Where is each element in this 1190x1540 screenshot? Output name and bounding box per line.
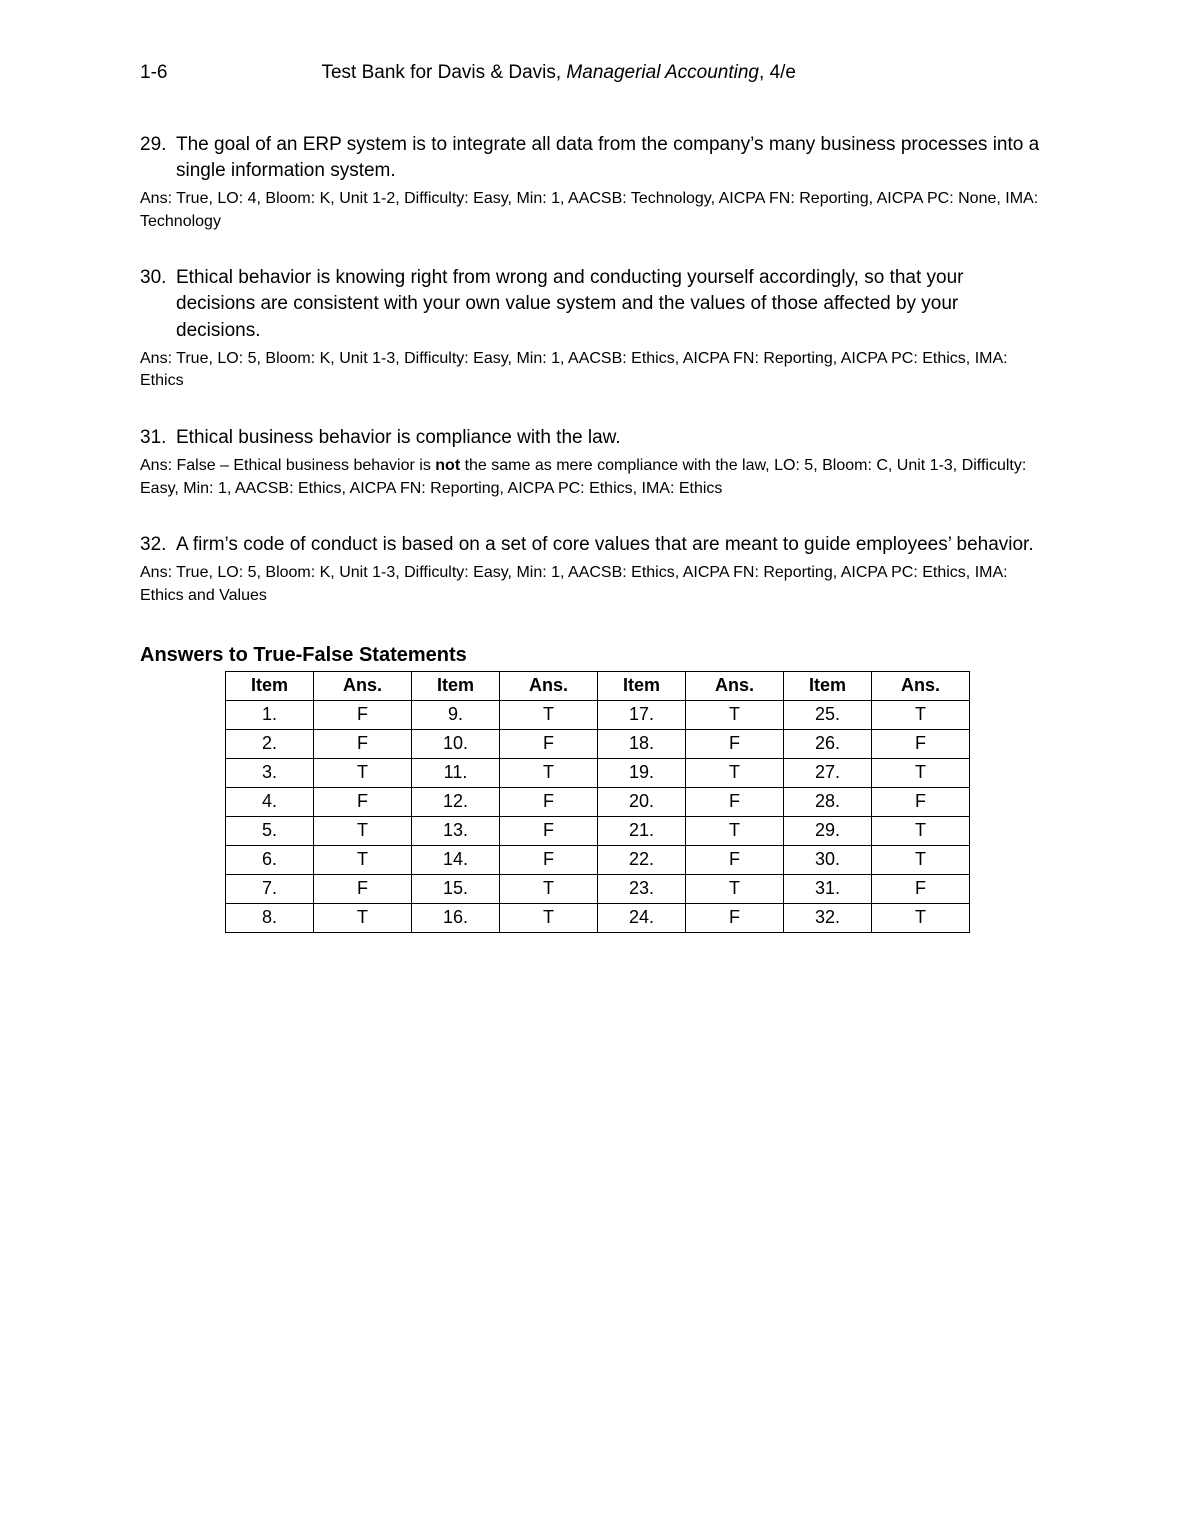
answer-cell: T — [500, 758, 598, 787]
question-number: 32. — [140, 534, 167, 556]
item-cell: 22. — [598, 845, 686, 874]
answer-cell: F — [872, 729, 970, 758]
ans-header-cell: Ans. — [314, 671, 412, 700]
table-row — [226, 787, 970, 816]
answer-cell: F — [500, 729, 598, 758]
item-cell: 7. — [226, 874, 314, 903]
question-statement — [140, 425, 1040, 451]
table-header-row — [226, 671, 970, 700]
page-header — [140, 62, 1040, 84]
ans-header-cell: Ans. — [500, 671, 598, 700]
answer-cell: T — [872, 700, 970, 729]
question-number: 31. — [140, 426, 167, 448]
item-header-cell: Item — [598, 671, 686, 700]
answers-table — [225, 671, 970, 933]
answer-line — [140, 562, 1040, 607]
table-row — [226, 700, 970, 729]
answer-cell: T — [314, 903, 412, 932]
item-cell: 31. — [784, 874, 872, 903]
answer-cell: F — [314, 700, 412, 729]
item-header-cell: Item — [226, 671, 314, 700]
answer-cell: T — [872, 845, 970, 874]
question-statement — [140, 532, 1040, 558]
answer-cell: T — [500, 874, 598, 903]
answer-cell: F — [500, 845, 598, 874]
item-cell: 14. — [412, 845, 500, 874]
answer-cell: T — [872, 816, 970, 845]
table-row — [226, 903, 970, 932]
ans-header-cell: Ans. — [686, 671, 784, 700]
question-text: A firm’s code of conduct is based on a set of core values that are meant to guide employees’ behavior. — [176, 534, 1034, 556]
answers-table-head — [226, 671, 970, 700]
answer-cell: T — [872, 758, 970, 787]
answer-cell: F — [314, 787, 412, 816]
answer-text: Ans: False – Ethical business behavior is — [140, 456, 436, 474]
question-number: 30. — [140, 267, 167, 289]
answer-cell: T — [500, 700, 598, 729]
item-cell: 2. — [226, 729, 314, 758]
item-cell: 13. — [412, 816, 500, 845]
item-cell: 19. — [598, 758, 686, 787]
question-statement — [140, 265, 1040, 343]
item-cell: 12. — [412, 787, 500, 816]
table-row — [226, 758, 970, 787]
item-cell: 9. — [412, 700, 500, 729]
question-29 — [140, 132, 1040, 233]
item-cell: 11. — [412, 758, 500, 787]
item-cell: 29. — [784, 816, 872, 845]
answer-cell: F — [314, 729, 412, 758]
answer-cell: F — [872, 787, 970, 816]
item-cell: 5. — [226, 816, 314, 845]
answer-cell: T — [686, 874, 784, 903]
answer-cell: T — [314, 845, 412, 874]
item-cell: 15. — [412, 874, 500, 903]
page-number: 1-6 — [140, 62, 168, 83]
item-cell: 27. — [784, 758, 872, 787]
answer-cell: F — [686, 845, 784, 874]
answer-text-bold: not — [435, 456, 461, 474]
table-row — [226, 874, 970, 903]
answer-line — [140, 188, 1040, 233]
answer-cell: T — [686, 700, 784, 729]
question-number: 29. — [140, 134, 167, 155]
question-32 — [140, 532, 1040, 607]
item-header-cell: Item — [784, 671, 872, 700]
question-text: Ethical business behavior is compliance with the law. — [176, 426, 621, 448]
ans-header-cell: Ans. — [872, 671, 970, 700]
title-prefix: Test Bank for Davis & Davis, — [321, 62, 567, 83]
answers-section-title: Answers to True-False Statements — [140, 643, 467, 666]
item-cell: 16. — [412, 903, 500, 932]
item-cell: 10. — [412, 729, 500, 758]
answer-cell: T — [686, 758, 784, 787]
item-cell: 24. — [598, 903, 686, 932]
answer-text: the same as mere compliance with the law, LO: 5, Bloom: C, Unit 1-3, Difficulty: Easy, Min: 1, AACSB: Ethics, AICPA FN: Reporting, AICPA PC: Ethics, IMA: Ethics — [140, 456, 1027, 497]
answer-text: Ans: True, LO: 5, Bloom: K, Unit 1-3, Difficulty: Easy, Min: 1, AACSB: Ethics, AICPA FN: Reporting, AICPA PC: Ethics, IMA: Ethics and Values — [140, 564, 1008, 605]
answer-cell: F — [500, 787, 598, 816]
question-31 — [140, 425, 1040, 500]
question-30 — [140, 265, 1040, 392]
item-cell: 32. — [784, 903, 872, 932]
answer-line — [140, 455, 1040, 500]
item-cell: 18. — [598, 729, 686, 758]
question-text: The goal of an ERP system is to integrate all data from the company’s many business processes into a single information system. — [176, 134, 1040, 182]
answer-cell: F — [686, 903, 784, 932]
item-cell: 21. — [598, 816, 686, 845]
answer-cell: F — [686, 787, 784, 816]
item-cell: 30. — [784, 845, 872, 874]
title-suffix: , 4/e — [759, 62, 796, 83]
item-cell: 28. — [784, 787, 872, 816]
item-cell: 20. — [598, 787, 686, 816]
question-statement — [140, 132, 1040, 184]
item-cell: 26. — [784, 729, 872, 758]
item-cell: 8. — [226, 903, 314, 932]
item-cell: 3. — [226, 758, 314, 787]
item-cell: 25. — [784, 700, 872, 729]
answer-cell: F — [500, 816, 598, 845]
item-header-cell: Item — [412, 671, 500, 700]
answer-cell: F — [686, 729, 784, 758]
answer-cell: T — [314, 758, 412, 787]
table-row — [226, 816, 970, 845]
answer-text: Ans: True, LO: 4, Bloom: K, Unit 1-2, Difficulty: Easy, Min: 1, AACSB: Technology, AICPA FN: Reporting, AICPA PC: None, IMA: Technology — [140, 190, 1039, 230]
table-row — [226, 845, 970, 874]
item-cell: 4. — [226, 787, 314, 816]
table-row — [226, 729, 970, 758]
document-title — [167, 62, 1040, 84]
answer-cell: T — [314, 816, 412, 845]
title-italic: Managerial Accounting — [566, 62, 760, 83]
answer-line — [140, 348, 1040, 393]
item-cell: 23. — [598, 874, 686, 903]
answer-cell: F — [314, 874, 412, 903]
item-cell: 6. — [226, 845, 314, 874]
question-text: Ethical behavior is knowing right from wrong and conducting yourself accordingly, so that your decisions are consistent with your own value system and the values of those affected by your decisions. — [176, 267, 964, 341]
answers-table-body — [226, 700, 970, 932]
answer-text: Ans: True, LO: 5, Bloom: K, Unit 1-3, Difficulty: Easy, Min: 1, AACSB: Ethics, AICPA FN: Reporting, AICPA PC: Ethics, IMA: Ethics — [140, 349, 1008, 390]
answer-cell: T — [500, 903, 598, 932]
answer-cell: F — [872, 874, 970, 903]
answer-cell: T — [686, 816, 784, 845]
item-cell: 17. — [598, 700, 686, 729]
item-cell: 1. — [226, 700, 314, 729]
answer-cell: T — [872, 903, 970, 932]
